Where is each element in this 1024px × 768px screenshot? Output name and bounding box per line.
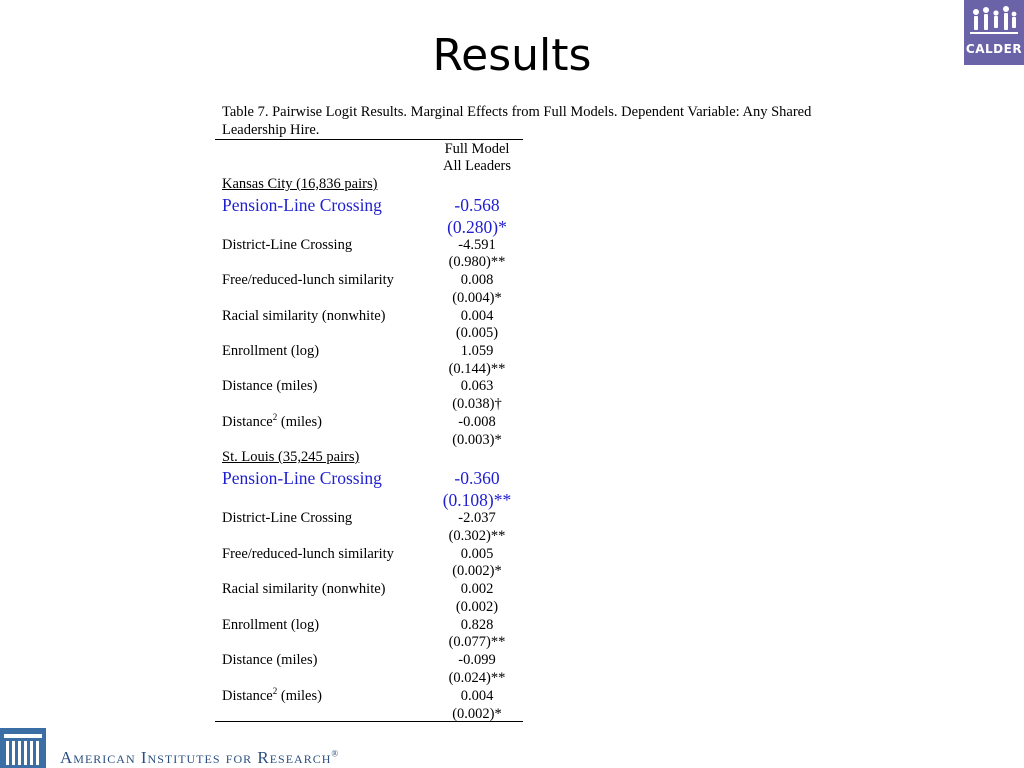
coef-value: 0.063 bbox=[460, 378, 494, 394]
coef-value: 0.008 bbox=[460, 272, 494, 288]
table-caption: Table 7. Pairwise Logit Results. Marginal Effects from Full Models. Dependent Variable: Any Shared Leadership Hire. bbox=[222, 104, 812, 138]
table-top-rule bbox=[215, 139, 523, 140]
row-label bbox=[222, 688, 322, 705]
footer-org-name bbox=[60, 748, 339, 768]
coef-value: -0.008 bbox=[458, 414, 496, 430]
se-value: (0.302)** bbox=[448, 528, 506, 544]
se-value: (0.002)* bbox=[452, 706, 502, 722]
row-label: Racial similarity (nonwhite) bbox=[222, 581, 386, 597]
superscript: 2 bbox=[272, 412, 278, 423]
coef-value: 0.005 bbox=[460, 546, 494, 562]
se-value: (0.004)* bbox=[452, 290, 502, 306]
se-value: (0.980)** bbox=[448, 254, 506, 270]
se-value: (0.024)** bbox=[448, 670, 506, 686]
row-label: District-Line Crossing bbox=[222, 237, 353, 253]
row-label: Pension-Line Crossing bbox=[222, 468, 382, 488]
se-value: (0.038)† bbox=[452, 396, 502, 412]
column-header-line-1: Full Model bbox=[444, 141, 510, 157]
section-label-st-louis: St. Louis (35,245 pairs) bbox=[222, 449, 360, 465]
section-label-kansas-city: Kansas City (16,836 pairs) bbox=[222, 176, 378, 192]
air-columns-logo-icon bbox=[0, 728, 46, 768]
row-label: Enrollment (log) bbox=[222, 343, 320, 359]
row-label: District-Line Crossing bbox=[222, 510, 353, 526]
se-value: (0.144)** bbox=[448, 361, 506, 377]
logo-text: CALDER bbox=[965, 42, 1023, 56]
page-title: Results bbox=[432, 30, 592, 81]
registered-mark: ® bbox=[331, 748, 340, 759]
row-label: Racial similarity (nonwhite) bbox=[222, 308, 386, 324]
se-value: (0.003)* bbox=[452, 432, 502, 448]
se-value: (0.108)** bbox=[442, 490, 512, 510]
row-label: Distance (miles) bbox=[222, 652, 318, 668]
coef-value: -4.591 bbox=[458, 237, 496, 253]
row-label-text: (miles) bbox=[277, 688, 322, 704]
se-value: (0.002)* bbox=[452, 563, 502, 579]
se-value: (0.005) bbox=[455, 325, 499, 341]
coef-value: 0.004 bbox=[460, 688, 494, 704]
calder-logo bbox=[964, 0, 1024, 65]
row-label bbox=[222, 414, 322, 431]
row-label-text: (miles) bbox=[277, 414, 322, 430]
coef-value: -0.360 bbox=[454, 468, 500, 488]
coef-value: 0.828 bbox=[460, 617, 494, 633]
row-label: Free/reduced-lunch similarity bbox=[222, 546, 394, 562]
people-figures-icon bbox=[968, 2, 1020, 40]
superscript: 2 bbox=[272, 686, 278, 697]
coef-value: -2.037 bbox=[458, 510, 496, 526]
row-label: Enrollment (log) bbox=[222, 617, 320, 633]
row-label: Pension-Line Crossing bbox=[222, 195, 382, 215]
coef-value: -0.099 bbox=[458, 652, 496, 668]
row-label-text: Distance bbox=[222, 688, 273, 704]
row-label: Free/reduced-lunch similarity bbox=[222, 272, 394, 288]
row-label: Distance (miles) bbox=[222, 378, 318, 394]
se-value: (0.002) bbox=[455, 599, 499, 615]
row-label-text: Distance bbox=[222, 414, 273, 430]
se-value: (0.077)** bbox=[448, 634, 506, 650]
se-value: (0.280)* bbox=[447, 217, 507, 237]
coef-value: -0.568 bbox=[454, 195, 500, 215]
column-header-line-2: All Leaders bbox=[442, 158, 512, 174]
coef-value: 0.002 bbox=[460, 581, 494, 597]
coef-value: 1.059 bbox=[460, 343, 494, 359]
footer-org-name-text: American Institutes for Research bbox=[60, 748, 332, 767]
coef-value: 0.004 bbox=[460, 308, 494, 324]
